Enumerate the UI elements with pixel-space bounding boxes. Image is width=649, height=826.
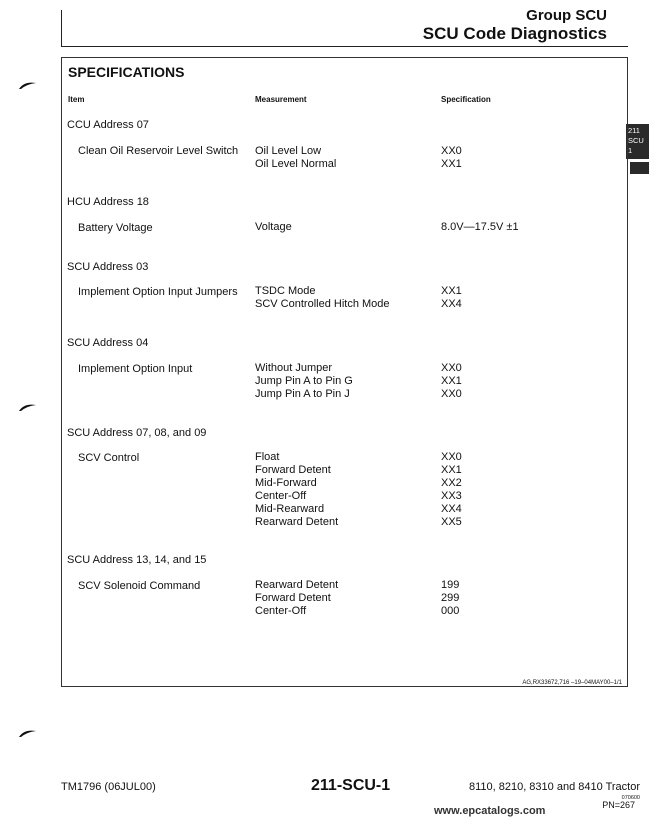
section-address: SCU Address 04 [67, 337, 149, 349]
section-item: Implement Option Input [78, 363, 193, 375]
watermark: www.epcatalogs.com [434, 805, 546, 817]
pn-number: PN=267 [602, 800, 635, 810]
tractor-models: 8110, 8210, 8310 and 8410 Tractor [468, 781, 640, 793]
section-values: XX0 XX1 [441, 145, 462, 170]
tab-line: 1 [628, 146, 633, 155]
section-item: Clean Oil Reservoir Level Switch [78, 145, 239, 157]
section-values: XX0 XX1 XX2 XX3 XX4 XX5 [441, 451, 462, 528]
section-item: SCV Control [78, 452, 140, 464]
column-header-item: Item [68, 95, 85, 104]
section-values: 8.0V—17.5V ±1 [441, 221, 519, 233]
section-address: SCU Address 13, 14, and 15 [67, 554, 207, 566]
binder-hole-icon [18, 728, 37, 738]
section-values: 199 299 000 [441, 579, 460, 617]
section-item: Implement Option Input Jumpers [78, 286, 238, 298]
header-rule-vertical [61, 10, 62, 47]
page-code: 211-SCU-1 [311, 777, 391, 794]
tab-line: 211 [628, 126, 640, 135]
section-values: XX0 XX1 XX0 [441, 362, 462, 400]
section-values: XX1 XX4 [441, 285, 462, 310]
page-title: SCU Code Diagnostics [422, 24, 607, 43]
section-address: SCU Address 03 [67, 261, 149, 273]
manual-number: TM1796 (06JUL00) [61, 781, 156, 793]
binder-hole-icon [18, 80, 37, 90]
group-title: Group SCU [526, 7, 607, 24]
column-header-measurement: Measurement [255, 95, 307, 104]
tab-bar [630, 162, 649, 174]
section-item: Battery Voltage [78, 222, 153, 234]
specifications-heading: SPECIFICATIONS [68, 64, 185, 80]
section-address: SCU Address 07, 08, and 09 [67, 427, 207, 439]
binder-hole-icon [18, 402, 37, 412]
section-measurements: Voltage [255, 221, 292, 233]
section-tab [626, 124, 649, 159]
footer-small-code: 070600 [621, 795, 640, 801]
section-measurements: Without Jumper Jump Pin A to Pin G Jump Pin A to Pin J [255, 362, 353, 400]
section-measurements: Rearward Detent Forward Detent Center-Off [255, 579, 339, 617]
section-measurements: TSDC Mode SCV Controlled Hitch Mode [255, 285, 390, 310]
tab-line: SCU [628, 136, 644, 145]
reference-code: AG,RX33672,716 –19–04MAY00–1/1 [522, 680, 622, 686]
section-measurements: Float Forward Detent Mid-Forward Center-Off Mid-Rearward Rearward Detent [255, 451, 339, 528]
header-rule-horizontal [61, 46, 628, 47]
section-address: CCU Address 07 [67, 119, 149, 131]
column-header-specification: Specification [441, 95, 491, 104]
section-item: SCV Solenoid Command [78, 580, 201, 592]
section-address: HCU Address 18 [67, 196, 149, 208]
section-measurements: Oil Level Low Oil Level Normal [255, 145, 337, 170]
